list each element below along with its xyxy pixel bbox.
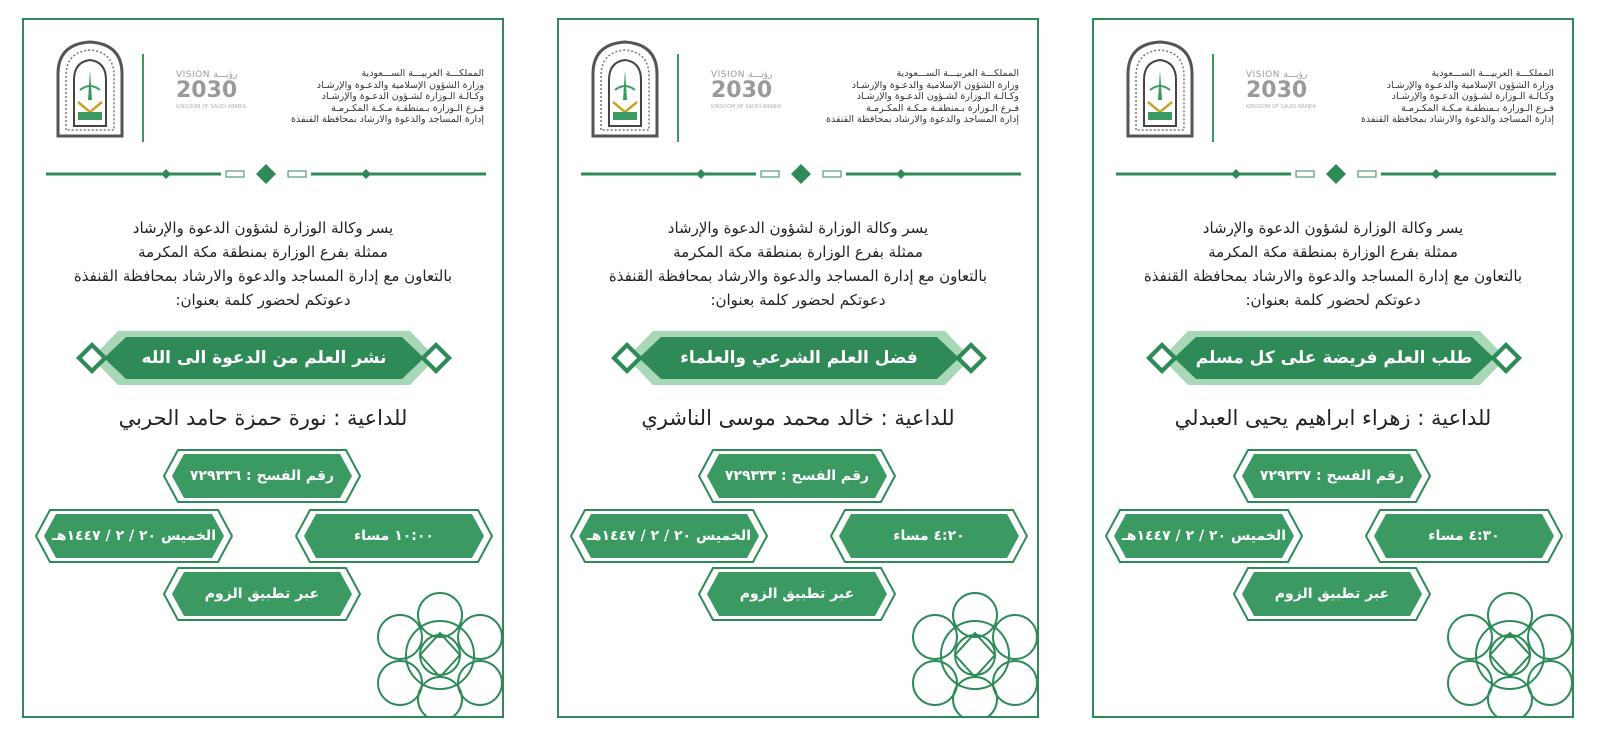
- vision-sub: KINGDOM OF SAUDI ARABIA: [1246, 104, 1317, 110]
- room-number-badge: [1232, 448, 1432, 504]
- vision-label: VISION: [711, 70, 745, 80]
- ministry-emblem-icon: [589, 40, 661, 138]
- ministry-emblem-icon: [54, 40, 126, 138]
- vision-arabic: رؤيـــة: [1283, 70, 1308, 80]
- intro-line: يسر وكالة الوزارة لشؤون الدعوة والإرشاد: [1202, 219, 1464, 237]
- vision-year: 2030: [1246, 78, 1308, 103]
- intro-line: بالتعاون مع إدارة المساجد والدعوة والارشاد بمحافظة القنفذة: [1143, 267, 1523, 285]
- room-number-text: رقم الفسح : ٧٢٩٣٣٧: [1259, 468, 1405, 484]
- intro-line: ممثلة بفرع الوزارة بمنطقة مكة المكرمة: [1208, 243, 1458, 261]
- intro-line: ممثلة بفرع الوزارة بمنطقة مكة المكرمة: [673, 243, 923, 261]
- vision-2030-logo: [170, 70, 250, 120]
- preacher-name: للداعية : زهراء ابراهيم يحيى العبدلي: [1174, 406, 1492, 430]
- intro-line: بالتعاون مع إدارة المساجد والدعوة والارشاد بمحافظة القنفذة: [73, 267, 453, 285]
- islamic-pattern-ornament-icon: [1430, 575, 1574, 718]
- intro-line: دعوتكم لحضور كلمة بعنوان:: [710, 291, 886, 309]
- org-line: المملكـــة العربيـــة الســـعودية: [361, 68, 484, 79]
- header-separator: [1212, 54, 1214, 142]
- vision-label: VISION: [1246, 70, 1280, 80]
- date-badge: [34, 508, 234, 564]
- vision-year: 2030: [176, 78, 238, 103]
- intro-line: يسر وكالة الوزارة لشؤون الدعوة والإرشاد: [667, 219, 929, 237]
- diamond-divider: [581, 164, 1021, 184]
- org-line: إدارة المساجد والدعوة والارشاد بمحافظة القنفذة: [291, 114, 484, 125]
- time-text: ٤:٣٠ مساء: [1428, 528, 1500, 544]
- time-text: ١٠:٠٠ مساء: [354, 528, 434, 544]
- platform-badge: [162, 566, 362, 622]
- organization-lines: [819, 68, 1019, 126]
- date-text: الخميس ٢٠ / ٢ / ١٤٤٧هـ: [1122, 528, 1286, 544]
- intro-line: دعوتكم لحضور كلمة بعنوان:: [1245, 291, 1421, 309]
- time-badge: [1364, 508, 1564, 564]
- vision-arabic: رؤيـــة: [213, 70, 238, 80]
- date-badge: [1104, 508, 1304, 564]
- vision-2030-logo: [705, 70, 785, 120]
- vision-sub: KINGDOM OF SAUDI ARABIA: [176, 104, 247, 110]
- preacher-name: للداعية : خالد محمد موسى الناشري: [641, 406, 955, 430]
- intro-line: بالتعاون مع إدارة المساجد والدعوة والارشاد بمحافظة القنفذة: [608, 267, 988, 285]
- invitation-intro: [569, 216, 1027, 312]
- talk-title: فضل العلم الشرعي والعلماء: [680, 348, 918, 368]
- org-line: المملكـــة العربيـــة الســـعودية: [896, 68, 1019, 79]
- invitation-intro: [34, 216, 492, 312]
- preacher-name: للداعية : نورة حمزة حامد الحربي: [118, 406, 408, 430]
- islamic-pattern-ornament-icon: [895, 575, 1039, 718]
- org-line: وزارة الشؤون الإسلامية والدعـوة والإرشـاد: [851, 79, 1019, 91]
- platform-text: عبر تطبيق الزوم: [739, 586, 855, 602]
- talk-title: نشر العلم من الدعوة الى الله: [141, 348, 387, 368]
- talk-title: طلب العلم فريضة على كل مسلم: [1195, 348, 1473, 368]
- invitation-card-2: [557, 18, 1039, 718]
- vision-label: VISION: [176, 70, 210, 80]
- org-line: فـرع الـوزارة بـمنطقـة مـكـة المكـرمـة: [331, 102, 484, 114]
- ministry-emblem-icon: [1124, 40, 1196, 138]
- diamond-divider: [1116, 164, 1556, 184]
- vision-year: 2030: [711, 78, 773, 103]
- org-line: وكـالـة الـوزارة لشـؤون الدعـوة والإرشـاد: [321, 91, 484, 102]
- platform-badge: [1232, 566, 1432, 622]
- platform-text: عبر تطبيق الزوم: [1274, 586, 1390, 602]
- org-line: فـرع الـوزارة بـمنطقـة مـكـة المكـرمـة: [866, 102, 1019, 114]
- islamic-pattern-ornament-icon: [360, 575, 504, 718]
- org-line: إدارة المساجد والدعوة والارشاد بمحافظة القنفذة: [826, 114, 1019, 125]
- org-line: إدارة المساجد والدعوة والارشاد بمحافظة القنفذة: [1361, 114, 1554, 125]
- header-separator: [677, 54, 679, 142]
- invitation-card-3: [1092, 18, 1574, 718]
- diamond-divider: [46, 164, 486, 184]
- room-number-badge: [697, 448, 897, 504]
- header-separator: [142, 54, 144, 142]
- org-line: وزارة الشؤون الإسلامية والدعـوة والإرشـاد: [1386, 79, 1554, 91]
- intro-line: ممثلة بفرع الوزارة بمنطقة مكة المكرمة: [138, 243, 388, 261]
- intro-line: دعوتكم لحضور كلمة بعنوان:: [175, 291, 351, 309]
- time-badge: [829, 508, 1029, 564]
- organization-lines: [284, 68, 484, 126]
- time-badge: [294, 508, 494, 564]
- org-line: وكـالـة الـوزارة لشـؤون الدعـوة والإرشـاد: [856, 91, 1019, 102]
- org-line: وكـالـة الـوزارة لشـؤون الدعـوة والإرشـاد: [1391, 91, 1554, 102]
- invitation-card-1: [22, 18, 504, 718]
- org-line: فـرع الـوزارة بـمنطقـة مـكـة المكـرمـة: [1401, 102, 1554, 114]
- platform-badge: [697, 566, 897, 622]
- date-text: الخميس ٢٠ / ٢ / ١٤٤٧هـ: [52, 528, 216, 544]
- vision-2030-logo: [1240, 70, 1320, 120]
- org-line: المملكـــة العربيـــة الســـعودية: [1431, 68, 1554, 79]
- org-line: وزارة الشؤون الإسلامية والدعـوة والإرشـاد: [316, 79, 484, 91]
- vision-arabic: رؤيـــة: [748, 70, 773, 80]
- platform-text: عبر تطبيق الزوم: [204, 586, 320, 602]
- room-number-text: رقم الفسح : ٧٢٩٣٣٦: [189, 468, 335, 484]
- intro-line: يسر وكالة الوزارة لشؤون الدعوة والإرشاد: [132, 219, 394, 237]
- room-number-text: رقم الفسح : ٧٢٩٣٣٣: [724, 468, 870, 484]
- organization-lines: [1354, 68, 1554, 126]
- invitation-intro: [1104, 216, 1562, 312]
- room-number-badge: [162, 448, 362, 504]
- date-text: الخميس ٢٠ / ٢ / ١٤٤٧هـ: [587, 528, 751, 544]
- time-text: ٤:٢٠ مساء: [893, 528, 965, 544]
- date-badge: [569, 508, 769, 564]
- vision-sub: KINGDOM OF SAUDI ARABIA: [711, 104, 782, 110]
